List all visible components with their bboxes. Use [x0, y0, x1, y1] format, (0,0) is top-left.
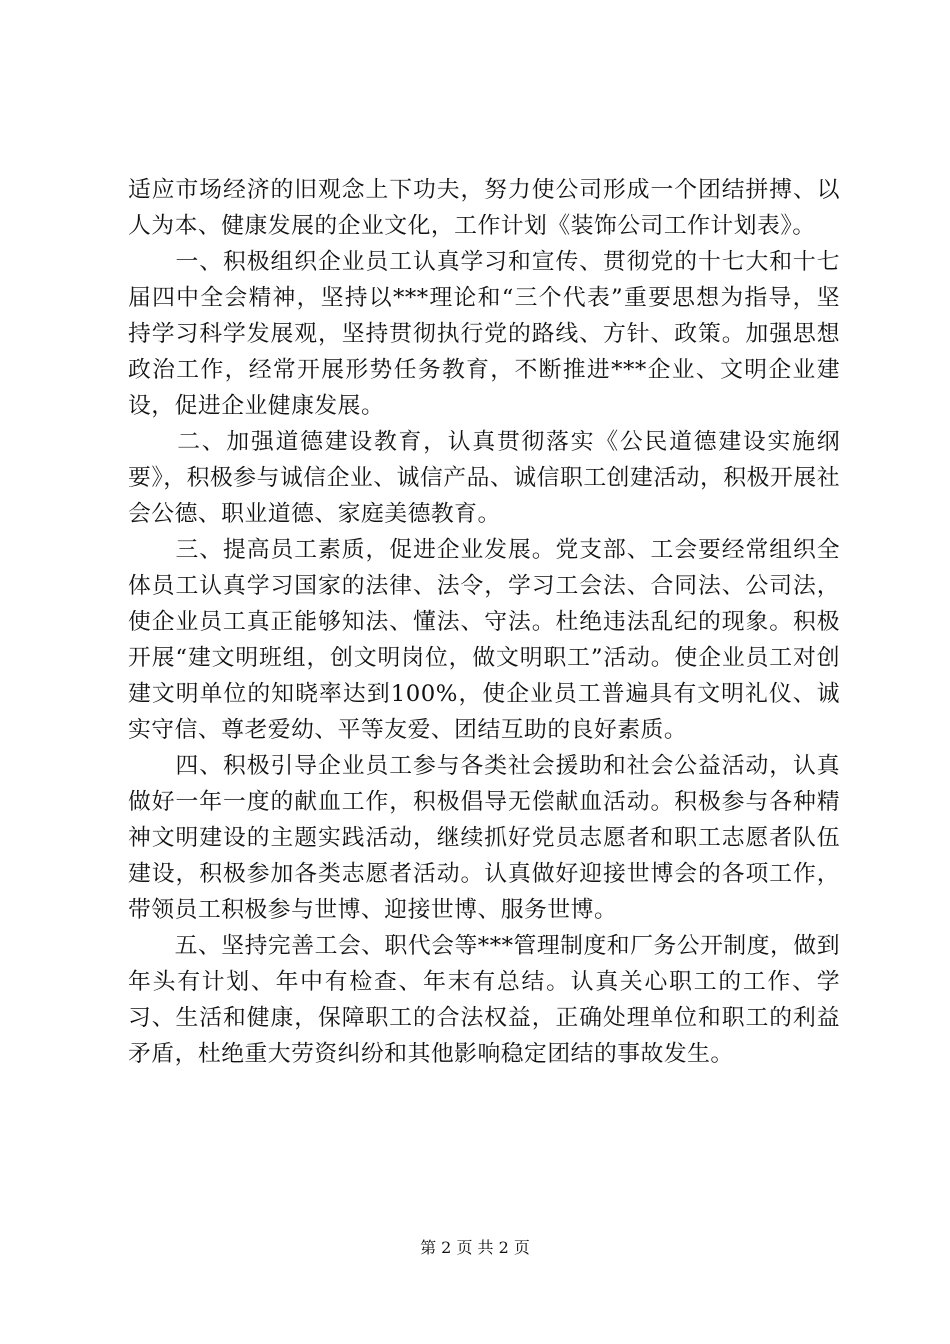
document-body: [128, 172, 840, 1072]
paragraph-item-1: 一、积极组织企业员工认真学习和宣传、贯彻党的十七大和十七届四中全会精神，坚持以***理论和“三个代表”重要思想为指导，坚持学习科学发展观，坚持贯彻执行党的路线、方针、政策。加强思想政治工作，经常开展形势任务教育，不断推进***企业、文明企业建设，促进企业健康发展。: [128, 249, 840, 419]
paragraph-item-3: 三、提高员工素质，促进企业发展。党支部、工会要经常组织全体员工认真学习国家的法律、法令，学习工会法、合同法、公司法，使企业员工真正能够知法、懂法、守法。杜绝违法乱纪的现象。积极开展“建文明班组，创文明岗位，做文明职工”活动。使企业员工对创建文明单位的知晓率达到100%，使企业员工普遍具有文明礼仪、诚实守信、尊老爱幼、平等友爱、团结互助的良好素质。: [128, 537, 840, 743]
paragraph-intro: 适应市场经济的旧观念上下功夫，努力使公司形成一个团结拼搏、以人为本、健康发展的企业文化，工作计划《装饰公司工作计划表》。: [128, 177, 840, 239]
page-number-footer: 第 2 页 共 2 页: [420, 1238, 530, 1257]
paragraph-item-2: 二、加强道德建设教育，认真贯彻落实《公民道德建设实施纲要》，积极参与诚信企业、诚信产品、诚信职工创建活动，积极开展社会公德、职业道德、家庭美德教育。: [128, 429, 840, 527]
paragraph-item-5: 五、坚持完善工会、职代会等***管理制度和厂务公开制度，做到年头有计划、年中有检查、年末有总结。认真关心职工的工作、学习、生活和健康，保障职工的合法权益，正确处理单位和职工的利益矛盾，杜绝重大劳资纠纷和其他影响稳定团结的事故发生。: [128, 933, 840, 1067]
paragraph-item-4: 四、积极引导企业员工参与各类社会援助和社会公益活动，认真做好一年一度的献血工作，积极倡导无偿献血活动。积极参与各种精神文明建设的主题实践活动，继续抓好党员志愿者和职工志愿者队伍建设，积极参加各类志愿者活动。认真做好迎接世博会的各项工作，带领员工积极参与世博、迎接世博、服务世博。: [128, 753, 840, 923]
